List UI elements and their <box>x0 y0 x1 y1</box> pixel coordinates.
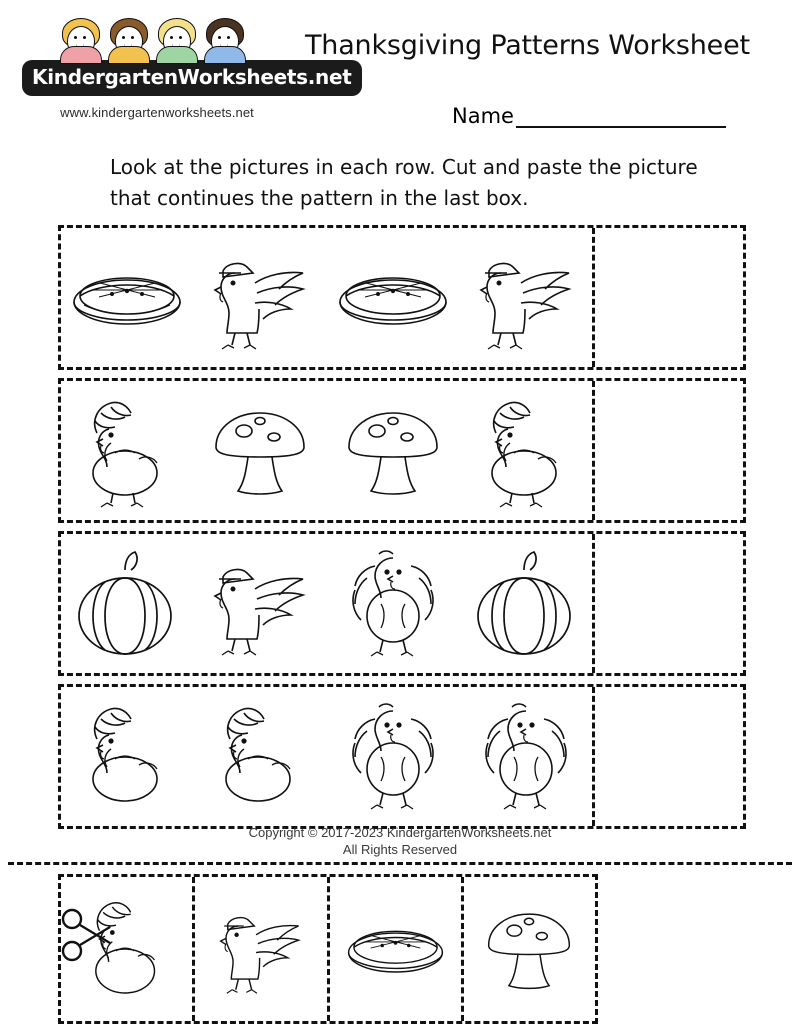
page-header <box>0 0 800 145</box>
name-label: Name <box>452 104 514 128</box>
cut-piece-mushroom[interactable] <box>464 877 595 1021</box>
footer-copyright <box>0 824 800 858</box>
pattern-cell-mushroom <box>327 381 460 520</box>
site-logo[interactable] <box>22 20 352 120</box>
name-field-row <box>452 104 726 128</box>
instructions-line-2: that continues the pattern in the last box. <box>110 186 529 210</box>
pattern-cell-turkey-sitting <box>194 687 327 826</box>
cut-piece-pie[interactable] <box>330 877 464 1021</box>
name-input-line[interactable] <box>516 106 726 128</box>
pattern-row <box>58 378 746 523</box>
kid-figure-icon <box>152 18 200 62</box>
pattern-cell-mushroom <box>194 381 327 520</box>
pattern-cell-turkey-pilgrim <box>459 228 592 367</box>
pattern-cell-pumpkin <box>459 534 592 673</box>
instructions-line-1: Look at the pictures in each row. Cut and paste the picture <box>110 155 698 179</box>
cut-here-dashed-line <box>8 862 792 865</box>
pattern-row <box>58 684 746 829</box>
answer-box[interactable] <box>592 534 743 673</box>
pattern-cell-turkey-standing <box>459 687 592 826</box>
rights-text: All Rights Reserved <box>342 842 458 857</box>
pattern-cell-pie <box>61 228 194 367</box>
kid-figure-icon <box>104 18 152 62</box>
pattern-cell-turkey-sitting <box>459 381 592 520</box>
answer-box[interactable] <box>592 687 743 826</box>
pattern-cell-pie <box>327 228 460 367</box>
copyright-text: Copyright © 2017-2023 KindergartenWorksheets.net <box>248 825 552 840</box>
pattern-cell-turkey-standing <box>327 534 460 673</box>
answer-box[interactable] <box>592 228 743 367</box>
cut-out-pieces-strip <box>58 874 598 1024</box>
kid-figure-icon <box>56 18 104 62</box>
pattern-row <box>58 531 746 676</box>
answer-box[interactable] <box>592 381 743 520</box>
instructions <box>110 152 730 214</box>
cut-piece-turkey-sitting[interactable] <box>61 877 195 1021</box>
pattern-rows <box>58 225 746 837</box>
page-title: Thanksgiving Patterns Worksheet <box>305 30 750 61</box>
cut-piece-turkey-pilgrim[interactable] <box>195 877 329 1021</box>
kid-figure-icon <box>200 18 248 62</box>
pattern-row <box>58 225 746 370</box>
pattern-cell-turkey-standing <box>327 687 460 826</box>
logo-wordmark <box>22 60 362 96</box>
pattern-cell-turkey-pilgrim <box>194 228 327 367</box>
site-url: www.kindergartenworksheets.net <box>60 105 254 120</box>
pattern-cell-turkey-sitting <box>61 381 194 520</box>
kids-illustration-icon <box>42 20 272 62</box>
pattern-cell-turkey-pilgrim <box>194 534 327 673</box>
logo-wordmark-text: KindergartenWorksheets.net <box>32 65 352 89</box>
pattern-cell-turkey-sitting <box>61 687 194 826</box>
pattern-cell-pumpkin <box>61 534 194 673</box>
